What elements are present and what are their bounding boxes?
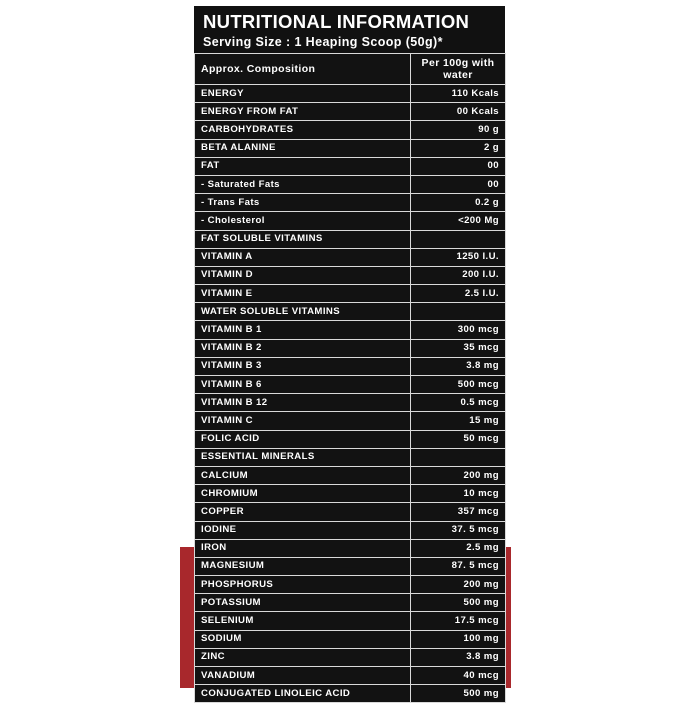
nutrient-value: 200 mg (411, 466, 506, 484)
nutrient-value: 200 I.U. (411, 266, 506, 284)
table-row (195, 557, 506, 575)
table-row (195, 266, 506, 284)
table-row (195, 685, 506, 703)
nutrient-name: ENERGY FROM FAT (195, 103, 411, 121)
nutrient-value: <200 Mg (411, 212, 506, 230)
table-row (195, 321, 506, 339)
table-row (195, 357, 506, 375)
nutrient-value: 87. 5 mcg (411, 557, 506, 575)
nutrient-name: ENERGY (195, 85, 411, 103)
table-row (195, 466, 506, 484)
panel-title: NUTRITIONAL INFORMATION (203, 11, 470, 32)
nutrition-table (194, 53, 506, 703)
nutrient-value: 2.5 mg (411, 539, 506, 557)
nutrient-name: ZINC (195, 648, 411, 666)
nutrient-value: 110 Kcals (411, 85, 506, 103)
table-row (195, 648, 506, 666)
nutrient-name: VITAMIN B 3 (195, 357, 411, 375)
table-row (195, 630, 506, 648)
nutrient-name: BETA ALANINE (195, 139, 411, 157)
table-row (195, 212, 506, 230)
nutrient-name: FOLIC ACID (195, 430, 411, 448)
nutrient-name: WATER SOLUBLE VITAMINS (195, 303, 411, 321)
nutrient-name: VITAMIN C (195, 412, 411, 430)
nutrient-name: PHOSPHORUS (195, 576, 411, 594)
nutrient-name: VITAMIN D (195, 266, 411, 284)
nutrient-value: 40 mcg (411, 667, 506, 685)
nutrient-value: 10 mcg (411, 485, 506, 503)
table-row (195, 521, 506, 539)
table-row (195, 139, 506, 157)
table-row (195, 503, 506, 521)
nutrient-name: FAT (195, 157, 411, 175)
nutrient-name: - Trans Fats (195, 194, 411, 212)
serving-size: Serving Size : 1 Heaping Scoop (50g)* (203, 35, 443, 49)
nutrient-value (411, 303, 506, 321)
nutrient-value: 0.2 g (411, 194, 506, 212)
nutrient-name: MAGNESIUM (195, 557, 411, 575)
table-row (195, 376, 506, 394)
nutrient-value: 00 (411, 175, 506, 193)
table-row (195, 175, 506, 193)
nutrient-value: 15 mg (411, 412, 506, 430)
table-row (195, 430, 506, 448)
table-row (195, 448, 506, 466)
nutrition-panel (194, 6, 505, 699)
nutrient-name: CARBOHYDRATES (195, 121, 411, 139)
nutrient-name: - Cholesterol (195, 212, 411, 230)
table-row (195, 85, 506, 103)
table-row (195, 303, 506, 321)
table-row (195, 594, 506, 612)
nutrient-name: VITAMIN A (195, 248, 411, 266)
nutrient-value: 37. 5 mcg (411, 521, 506, 539)
nutrient-value: 3.8 mg (411, 648, 506, 666)
nutrient-value: 1250 I.U. (411, 248, 506, 266)
nutrient-value: 2.5 I.U. (411, 285, 506, 303)
nutrient-value: 90 g (411, 121, 506, 139)
nutrient-name: SELENIUM (195, 612, 411, 630)
nutrient-value (411, 448, 506, 466)
nutrient-value: 17.5 mcg (411, 612, 506, 630)
nutrient-name: ESSENTIAL MINERALS (195, 448, 411, 466)
header-per-100g: Per 100g with water (411, 54, 506, 85)
nutrient-name: VITAMIN B 12 (195, 394, 411, 412)
table-row (195, 667, 506, 685)
nutrient-value: 3.8 mg (411, 357, 506, 375)
table-row (195, 612, 506, 630)
nutrient-name: COPPER (195, 503, 411, 521)
nutrient-value: 500 mcg (411, 376, 506, 394)
table-row (195, 394, 506, 412)
table-row (195, 121, 506, 139)
table-row (195, 285, 506, 303)
nutrient-name: VANADIUM (195, 667, 411, 685)
nutrient-name: CONJUGATED LINOLEIC ACID (195, 685, 411, 703)
nutrient-value: 200 mg (411, 576, 506, 594)
nutrient-name: VITAMIN E (195, 285, 411, 303)
nutrient-name: SODIUM (195, 630, 411, 648)
table-row (195, 103, 506, 121)
nutrient-value: 2 g (411, 139, 506, 157)
table-row (195, 194, 506, 212)
nutrient-name: VITAMIN B 6 (195, 376, 411, 394)
nutrient-name: IODINE (195, 521, 411, 539)
table-row (195, 576, 506, 594)
nutrient-name: FAT SOLUBLE VITAMINS (195, 230, 411, 248)
nutrient-value (411, 230, 506, 248)
nutrient-value: 0.5 mcg (411, 394, 506, 412)
nutrient-name: IRON (195, 539, 411, 557)
nutrient-name: CALCIUM (195, 466, 411, 484)
nutrient-value: 50 mcg (411, 430, 506, 448)
nutrient-value: 300 mcg (411, 321, 506, 339)
nutrient-value: 500 mg (411, 594, 506, 612)
nutrient-value: 00 (411, 157, 506, 175)
nutrient-value: 100 mg (411, 630, 506, 648)
nutrient-name: CHROMIUM (195, 485, 411, 503)
nutrient-value: 500 mg (411, 685, 506, 703)
table-row (195, 485, 506, 503)
header-composition: Approx. Composition (195, 54, 411, 85)
table-row (195, 339, 506, 357)
nutrient-value: 35 mcg (411, 339, 506, 357)
nutrient-name: VITAMIN B 1 (195, 321, 411, 339)
table-row (195, 539, 506, 557)
nutrient-name: VITAMIN B 2 (195, 339, 411, 357)
nutrient-name: - Saturated Fats (195, 175, 411, 193)
nutrient-value: 357 mcg (411, 503, 506, 521)
table-row (195, 230, 506, 248)
table-row (195, 412, 506, 430)
table-row (195, 157, 506, 175)
table-row (195, 248, 506, 266)
table-header-row (195, 54, 506, 85)
nutrient-name: POTASSIUM (195, 594, 411, 612)
nutrient-value: 00 Kcals (411, 103, 506, 121)
